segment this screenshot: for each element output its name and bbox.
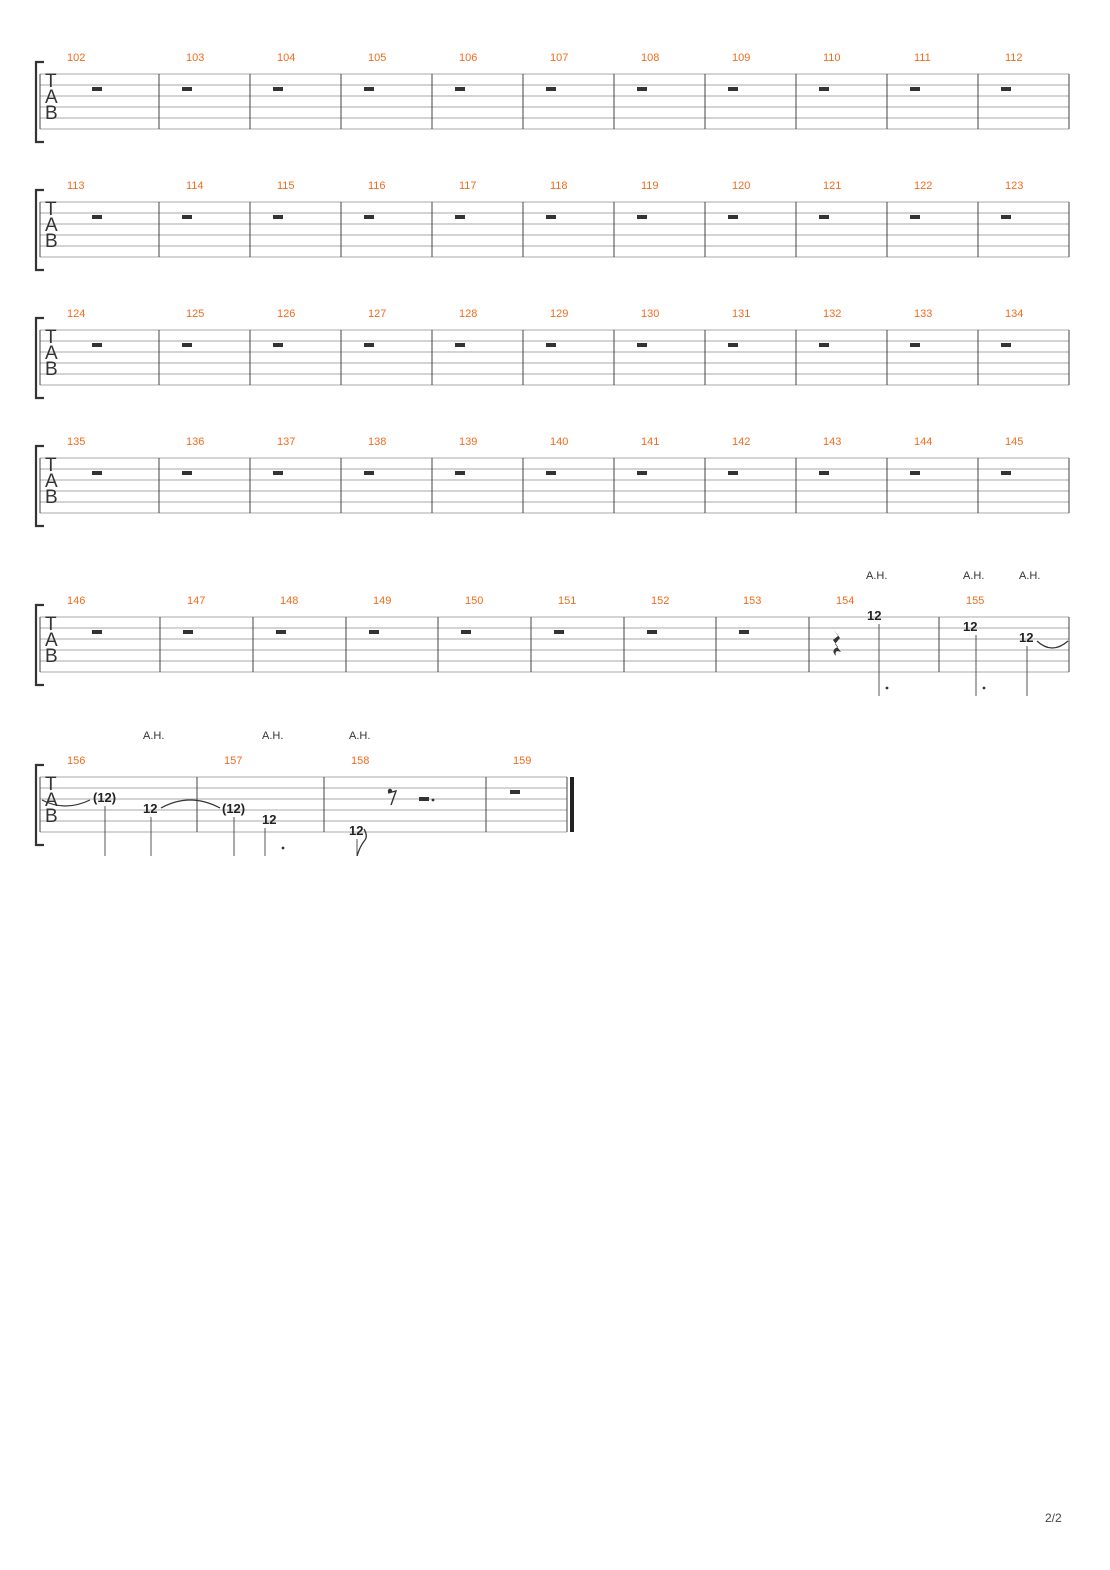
whole-rest xyxy=(455,343,465,347)
fret-number: 12 xyxy=(963,619,978,634)
measure-number: 147 xyxy=(187,595,206,607)
half-rest xyxy=(510,790,520,794)
measure-number: 104 xyxy=(277,52,296,64)
whole-rest xyxy=(728,343,738,347)
tab-clef-letter-b: B xyxy=(45,487,58,508)
whole-rest xyxy=(92,471,102,475)
measure-number: 120 xyxy=(732,180,751,192)
measure-number: 115 xyxy=(277,180,295,192)
measure-number: 107 xyxy=(550,52,569,64)
measure-number: 151 xyxy=(558,595,577,607)
artificial-harmonic-label: A.H. xyxy=(866,570,888,582)
half-rest xyxy=(419,797,429,801)
measure-number: 145 xyxy=(1005,436,1024,448)
dot xyxy=(983,687,986,690)
measure-number: 156 xyxy=(67,755,86,767)
tie xyxy=(1037,641,1068,648)
tab-clef-letter-a: A xyxy=(45,215,58,236)
whole-rest xyxy=(739,630,749,634)
tab-clef-letter-a: A xyxy=(45,343,58,364)
whole-rest xyxy=(182,471,192,475)
whole-rest xyxy=(276,630,286,634)
tab-clef-letter-b: B xyxy=(45,103,58,124)
whole-rest xyxy=(1001,343,1011,347)
measure-number: 143 xyxy=(823,436,842,448)
dot xyxy=(282,847,285,850)
tab-clef-letter-b: B xyxy=(45,359,58,380)
whole-rest xyxy=(92,343,102,347)
artificial-harmonic-label: A.H. xyxy=(963,570,985,582)
measure-number: 103 xyxy=(186,52,205,64)
measure-number: 157 xyxy=(224,755,243,767)
whole-rest xyxy=(273,343,283,347)
measure-number: 117 xyxy=(459,180,477,192)
whole-rest xyxy=(182,343,192,347)
whole-rest xyxy=(637,343,647,347)
whole-rest xyxy=(273,87,283,91)
measure-number: 154 xyxy=(836,595,855,607)
dot xyxy=(432,799,435,802)
measure-number: 106 xyxy=(459,52,478,64)
tie xyxy=(161,800,220,808)
whole-rest xyxy=(92,630,102,634)
system-5-notes xyxy=(833,570,1068,696)
system-6-notes xyxy=(42,730,574,856)
measure-number: 133 xyxy=(914,308,933,320)
measure-number: 109 xyxy=(732,52,751,64)
whole-rest xyxy=(364,471,374,475)
measure-number: 105 xyxy=(368,52,387,64)
fret-number-ghost: (12) xyxy=(93,790,117,805)
whole-rest xyxy=(819,87,829,91)
measure-number: 128 xyxy=(459,308,478,320)
whole-rest xyxy=(1001,471,1011,475)
measure-number: 114 xyxy=(186,180,204,192)
tab-clef-letter-t: T xyxy=(45,199,57,220)
measure-number: 132 xyxy=(823,308,842,320)
eighth-rest xyxy=(388,789,396,805)
measure-number: 110 xyxy=(823,52,841,64)
whole-rest xyxy=(546,343,556,347)
measure-number: 122 xyxy=(914,180,933,192)
measure-number: 111 xyxy=(914,52,931,64)
tab-clef-letter-a: A xyxy=(45,630,58,651)
measure-number: 150 xyxy=(465,595,484,607)
whole-rest xyxy=(910,343,920,347)
measure-number: 121 xyxy=(823,180,842,192)
measure-number: 129 xyxy=(550,308,569,320)
fret-number: 12 xyxy=(1019,630,1034,645)
whole-rest xyxy=(364,343,374,347)
measure-number: 148 xyxy=(280,595,299,607)
whole-rest xyxy=(910,215,920,219)
measure-number: 135 xyxy=(67,436,86,448)
whole-rest xyxy=(92,215,102,219)
whole-rest xyxy=(369,630,379,634)
whole-rest xyxy=(910,87,920,91)
whole-rest xyxy=(728,471,738,475)
measure-number: 137 xyxy=(277,436,296,448)
whole-rest xyxy=(546,87,556,91)
whole-rest xyxy=(1001,87,1011,91)
measure-number: 130 xyxy=(641,308,660,320)
whole-rest xyxy=(819,343,829,347)
whole-rest xyxy=(546,471,556,475)
measure-number: 146 xyxy=(67,595,86,607)
whole-rest xyxy=(728,87,738,91)
artificial-harmonic-label: A.H. xyxy=(349,730,371,742)
measure-number: 118 xyxy=(550,180,568,192)
artificial-harmonic-label: A.H. xyxy=(262,730,284,742)
whole-rest xyxy=(637,471,647,475)
page-number: 2/2 xyxy=(1045,1511,1062,1525)
tab-clef-letter-t: T xyxy=(45,614,57,635)
measure-number: 112 xyxy=(1005,52,1023,64)
final-barline-thick xyxy=(570,777,574,832)
staff-systems xyxy=(36,52,1069,845)
whole-rest xyxy=(819,471,829,475)
whole-rest xyxy=(461,630,471,634)
tab-clef-letter-t: T xyxy=(45,71,57,92)
measure-number: 131 xyxy=(732,308,751,320)
measure-number: 125 xyxy=(186,308,205,320)
fret-number-ghost: (12) xyxy=(222,801,246,816)
dot xyxy=(886,687,889,690)
quarter-rest xyxy=(833,630,841,656)
measure-number: 152 xyxy=(651,595,670,607)
measure-number: 126 xyxy=(277,308,296,320)
tab-clef-letter-a: A xyxy=(45,790,58,811)
measure-number: 138 xyxy=(368,436,387,448)
measure-number: 116 xyxy=(368,180,386,192)
whole-rest xyxy=(819,215,829,219)
measure-number: 155 xyxy=(966,595,985,607)
whole-rest xyxy=(182,87,192,91)
tab-clef-letter-b: B xyxy=(45,646,58,667)
measure-number: 119 xyxy=(641,180,659,192)
tab-clef-letter-a: A xyxy=(45,87,58,108)
tab-clef-letter-a: A xyxy=(45,471,58,492)
whole-rest xyxy=(637,87,647,91)
measure-number: 159 xyxy=(513,755,532,767)
whole-rest xyxy=(183,630,193,634)
measure-number: 136 xyxy=(186,436,205,448)
measure-number: 141 xyxy=(641,436,660,448)
whole-rest xyxy=(554,630,564,634)
measure-number: 149 xyxy=(373,595,392,607)
tab-clef-letter-b: B xyxy=(45,231,58,252)
whole-rest xyxy=(647,630,657,634)
whole-rest xyxy=(637,215,647,219)
tab-clef-letter-t: T xyxy=(45,327,57,348)
whole-rest xyxy=(455,471,465,475)
fret-number: 12 xyxy=(867,608,882,623)
whole-rest xyxy=(1001,215,1011,219)
measure-number: 127 xyxy=(368,308,387,320)
measure-number: 134 xyxy=(1005,308,1024,320)
whole-rest xyxy=(910,471,920,475)
whole-rest xyxy=(273,215,283,219)
whole-rest xyxy=(273,471,283,475)
whole-rest xyxy=(455,87,465,91)
measure-number: 102 xyxy=(67,52,86,64)
whole-rest xyxy=(455,215,465,219)
fret-number: 12 xyxy=(143,801,158,816)
measure-number: 153 xyxy=(743,595,762,607)
tab-clef-letter-b: B xyxy=(45,806,58,827)
measure-number: 113 xyxy=(67,180,85,192)
measure-number: 142 xyxy=(732,436,751,448)
whole-rest xyxy=(92,87,102,91)
measure-number: 158 xyxy=(351,755,370,767)
tab-clef-letter-t: T xyxy=(45,774,57,795)
whole-rest xyxy=(364,215,374,219)
artificial-harmonic-label: A.H. xyxy=(1019,570,1041,582)
measure-number: 108 xyxy=(641,52,660,64)
artificial-harmonic-label: A.H. xyxy=(143,730,165,742)
fret-number: 12 xyxy=(349,823,364,838)
measure-number: 123 xyxy=(1005,180,1024,192)
measure-number: 144 xyxy=(914,436,933,448)
whole-rest xyxy=(182,215,192,219)
whole-rest xyxy=(728,215,738,219)
measure-number: 140 xyxy=(550,436,569,448)
whole-rest xyxy=(546,215,556,219)
measure-number: 124 xyxy=(67,308,86,320)
tab-clef-letter-t: T xyxy=(45,455,57,476)
fret-number: 12 xyxy=(262,812,277,827)
measure-number: 139 xyxy=(459,436,478,448)
whole-rest xyxy=(364,87,374,91)
